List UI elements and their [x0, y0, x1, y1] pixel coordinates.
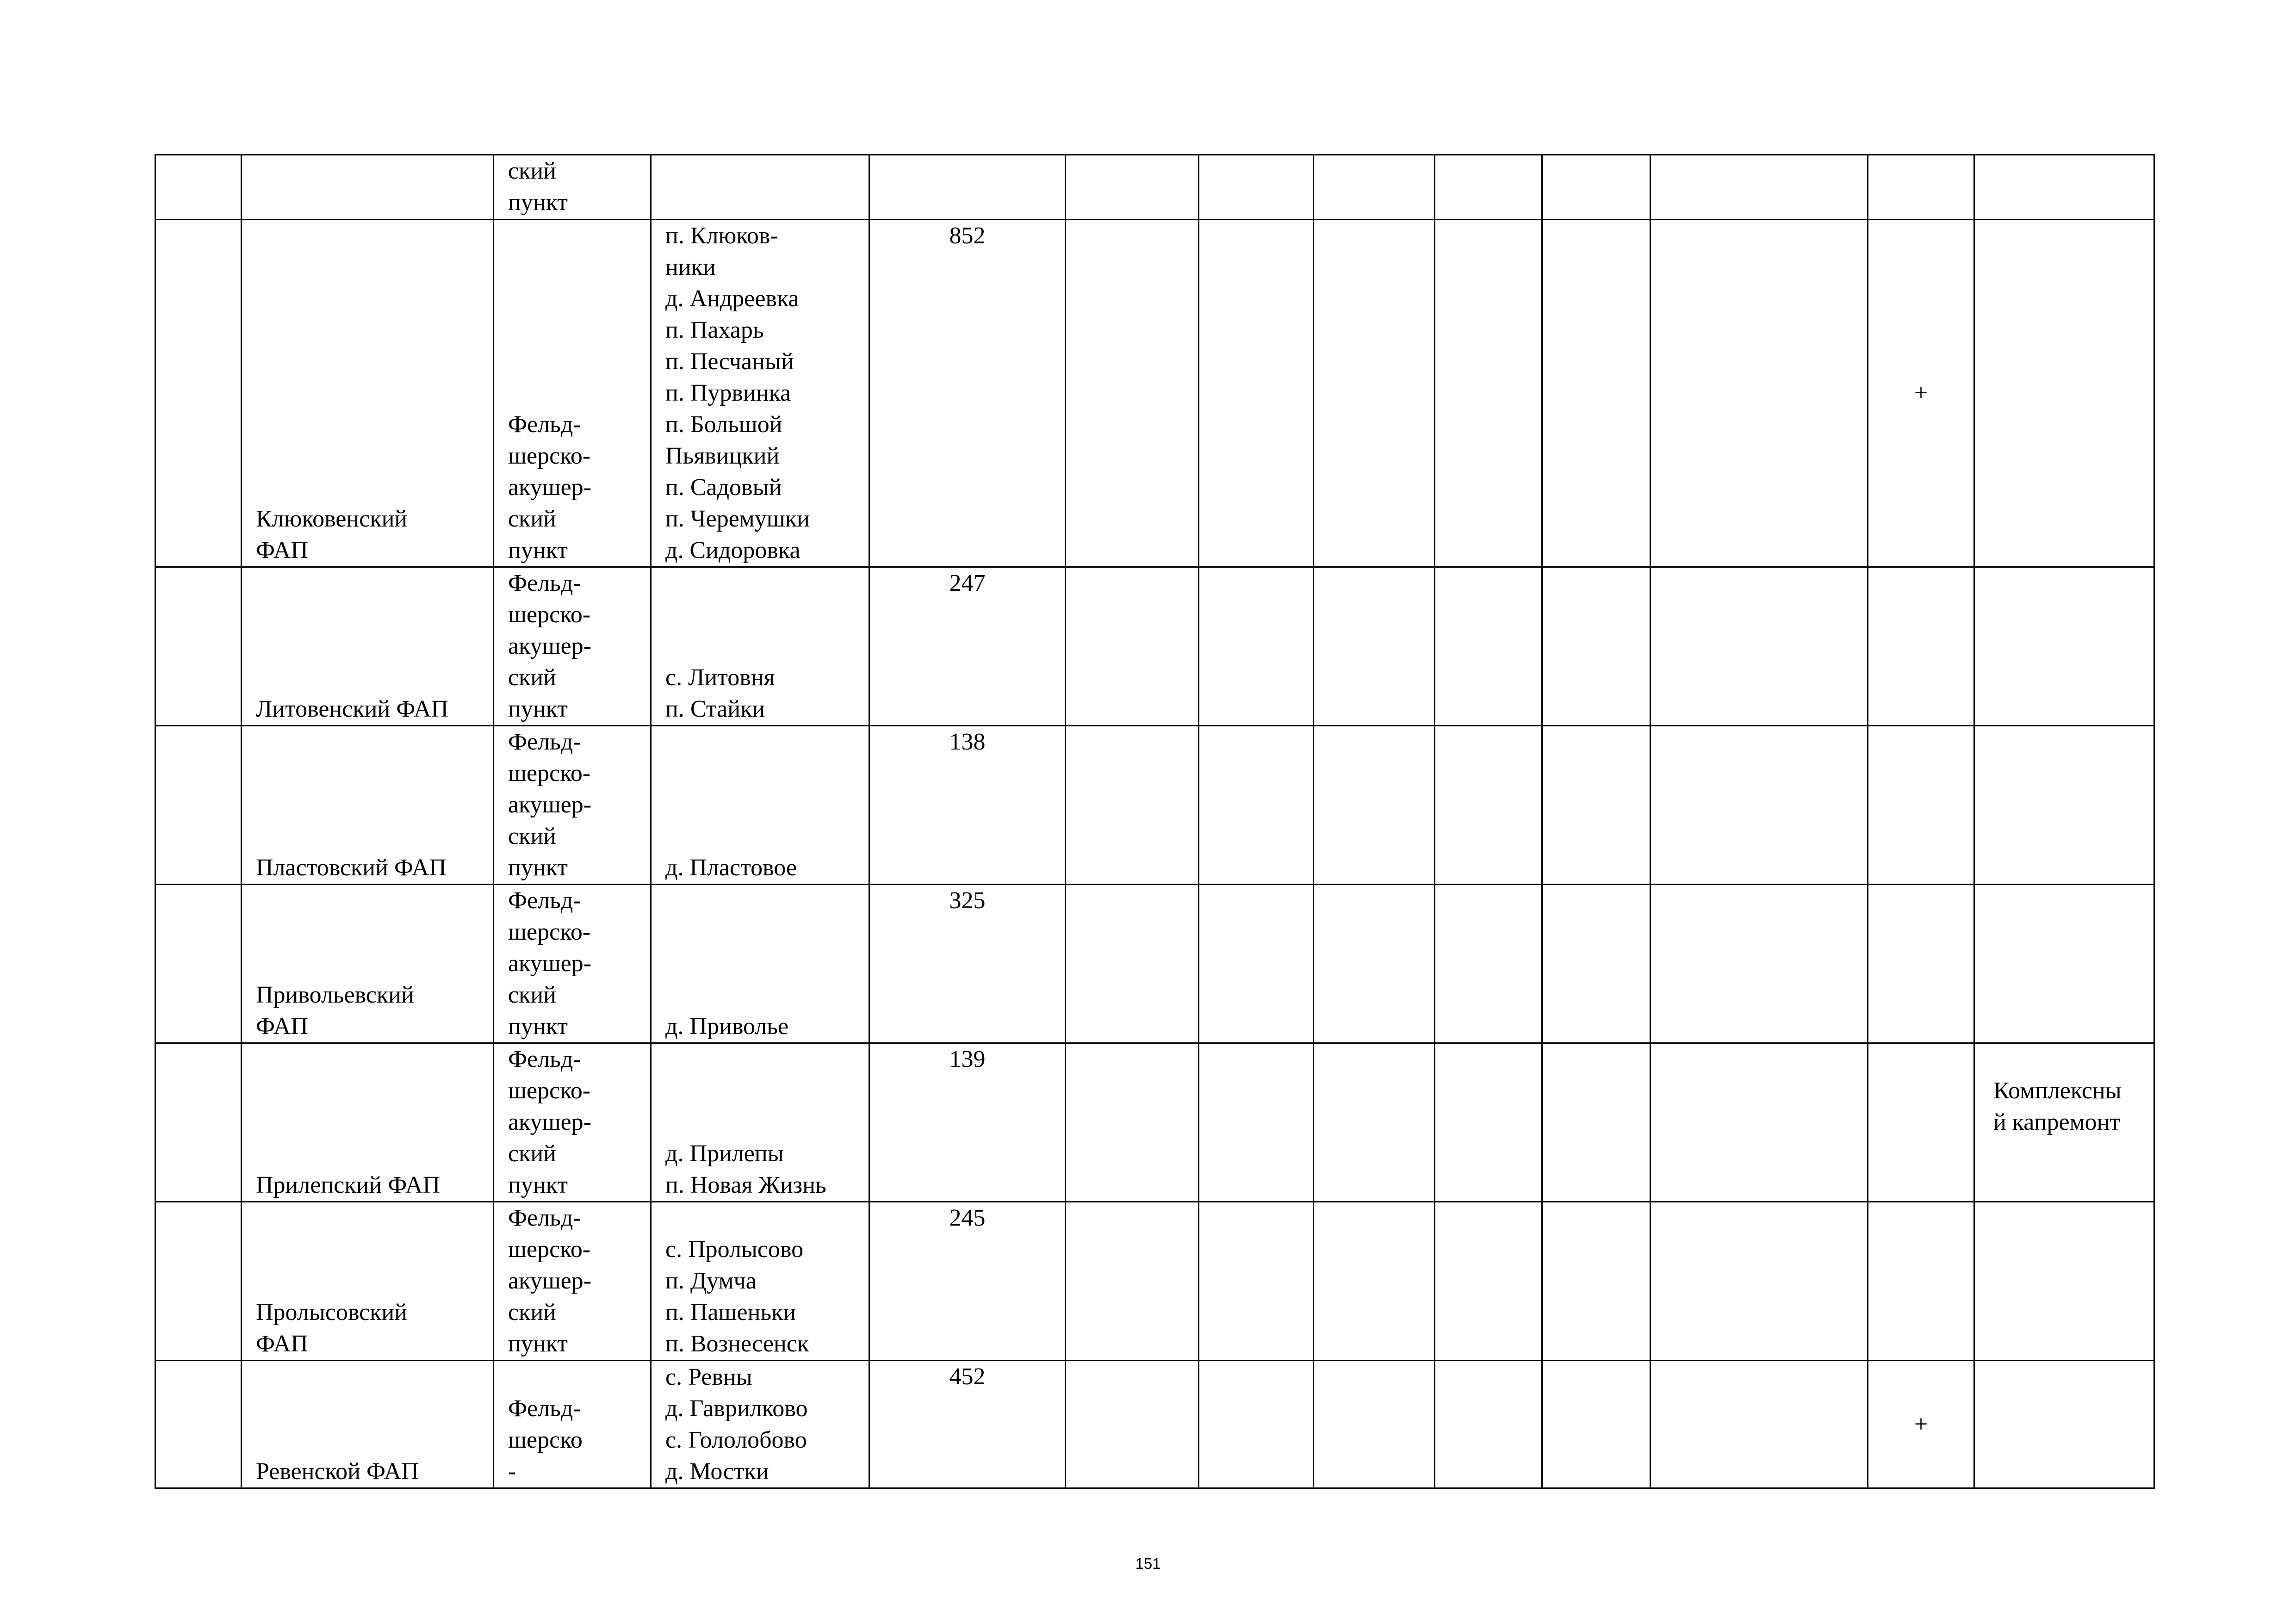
facility-name-line: ФАП — [256, 537, 308, 564]
settlement-line: д. Прилепы — [665, 1140, 784, 1167]
empty-cell — [1542, 220, 1651, 567]
empty-cell — [1314, 1361, 1435, 1488]
facility-type-line: ский — [508, 1140, 556, 1167]
facility-type-line: - — [508, 1458, 516, 1485]
empty-cell — [1314, 155, 1435, 220]
mark-cell — [1868, 885, 1974, 1043]
facility-name-line: ФАП — [256, 1331, 308, 1357]
facility-type-line: акушер- — [508, 950, 592, 977]
empty-cell — [1435, 885, 1542, 1043]
empty-cell — [1542, 1043, 1651, 1202]
facility-type-line: ский — [508, 506, 556, 532]
empty-cell — [1651, 1361, 1868, 1488]
table-row — [155, 1043, 2154, 1202]
population-cell: 139 — [869, 1043, 1066, 1202]
settlement-line: п. Песчаный — [665, 348, 794, 375]
empty-cell — [1435, 1361, 1542, 1488]
facility-type-line: пункт — [508, 189, 568, 216]
empty-cell — [1314, 726, 1435, 885]
empty-cell — [1314, 1043, 1435, 1202]
empty-cell — [1314, 220, 1435, 567]
empty-cell — [1651, 1202, 1868, 1361]
empty-cell — [1651, 885, 1868, 1043]
empty-cell — [1066, 885, 1199, 1043]
settlement-line: п. Клюков- — [665, 223, 778, 249]
settlement-line: п. Черемушки — [665, 506, 810, 532]
empty-cell — [1651, 567, 1868, 726]
facility-type-line: шерско- — [508, 1236, 591, 1263]
settlements-cell — [651, 1361, 869, 1488]
facility-type-line: Фельд- — [508, 411, 581, 438]
population-cell: 452 — [869, 1361, 1066, 1488]
note-cell — [1974, 885, 2154, 1043]
row-number-cell — [155, 1202, 242, 1361]
empty-cell — [1542, 726, 1651, 885]
note-cell — [1974, 726, 2154, 885]
facility-type-line: ский — [508, 823, 556, 849]
empty-cell — [1435, 1202, 1542, 1361]
settlement-line: ники — [665, 254, 716, 280]
facility-name-cell — [242, 1202, 494, 1361]
table-row — [155, 220, 2154, 567]
empty-cell — [1199, 220, 1314, 567]
facility-type-line: ский — [508, 1299, 556, 1326]
empty-cell — [1542, 155, 1651, 220]
facility-type-cell — [494, 155, 651, 220]
settlements-cell — [651, 220, 869, 567]
settlement-line: д. Мостки — [665, 1458, 769, 1485]
facility-name-line: Клюковенский — [256, 506, 408, 532]
facility-name-line: Прилепский ФАП — [256, 1172, 441, 1198]
table-row — [155, 1202, 2154, 1361]
settlement-line: Пьявицкий — [665, 443, 780, 469]
page-number: 151 — [1135, 1555, 1161, 1572]
empty-cell — [1542, 885, 1651, 1043]
facility-type-line: пункт — [508, 855, 568, 881]
note-cell — [1974, 1202, 2154, 1361]
settlement-line: п. Пурвинка — [665, 380, 791, 406]
facility-name-line: Пролысовский — [256, 1299, 408, 1326]
row-number-cell — [155, 726, 242, 885]
facility-type-line: Фельд- — [508, 887, 581, 914]
settlement-line: с. Литовня — [665, 664, 775, 691]
settlement-line: п. Садовый — [665, 474, 782, 501]
note-cell — [1974, 567, 2154, 726]
empty-cell — [1199, 155, 1314, 220]
settlement-line: с. Ревны — [665, 1364, 752, 1390]
facility-name-cell — [242, 885, 494, 1043]
settlements-cell — [651, 155, 869, 220]
empty-cell — [1199, 726, 1314, 885]
population-cell — [869, 155, 1066, 220]
settlement-line: п. Большой — [665, 411, 782, 438]
row-number-cell — [155, 885, 242, 1043]
mark-cell: + — [1868, 1361, 1974, 1488]
facility-type-line: ский — [508, 158, 556, 184]
empty-cell — [1199, 567, 1314, 726]
empty-cell — [1066, 726, 1199, 885]
row-number-cell — [155, 1361, 242, 1488]
settlement-line: п. Стайки — [665, 696, 765, 722]
empty-cell — [1066, 1361, 1199, 1488]
facility-name-cell — [242, 726, 494, 885]
facility-type-line: акушер- — [508, 1109, 592, 1135]
table-row — [155, 155, 2154, 220]
settlements-cell — [651, 726, 869, 885]
settlements-cell — [651, 885, 869, 1043]
facility-name-cell — [242, 1361, 494, 1488]
table-row — [155, 567, 2154, 726]
facility-type-line: Фельд- — [508, 1205, 581, 1231]
facility-type-line: Фельд- — [508, 570, 581, 596]
population-cell: 138 — [869, 726, 1066, 885]
facility-type-cell — [494, 1361, 651, 1488]
facility-type-line: акушер- — [508, 633, 592, 659]
empty-cell — [1066, 220, 1199, 567]
empty-cell — [1651, 1043, 1868, 1202]
table-row — [155, 1361, 2154, 1488]
empty-cell — [1542, 1361, 1651, 1488]
empty-cell — [1651, 726, 1868, 885]
mark-cell — [1868, 155, 1974, 220]
facility-type-line: акушер- — [508, 792, 592, 818]
empty-cell — [1314, 1202, 1435, 1361]
facility-name-cell — [242, 567, 494, 726]
settlement-line: п. Думча — [665, 1268, 757, 1294]
facility-name-line: ФАП — [256, 1013, 308, 1040]
settlement-line: п. Пахарь — [665, 317, 764, 343]
facility-name-line: Литовенский ФАП — [256, 696, 449, 722]
empty-cell — [1199, 1043, 1314, 1202]
empty-cell — [1651, 220, 1868, 567]
population-cell: 245 — [869, 1202, 1066, 1361]
mark-cell — [1868, 726, 1974, 885]
empty-cell — [1435, 155, 1542, 220]
mark-cell — [1868, 1043, 1974, 1202]
facility-type-cell — [494, 220, 651, 567]
facility-name-line: Привольевский — [256, 982, 414, 1008]
settlements-cell — [651, 1202, 869, 1361]
facility-type-line: шерско- — [508, 760, 591, 787]
facility-type-line: шерско- — [508, 601, 591, 628]
facility-type-line: шерско- — [508, 1078, 591, 1104]
facility-type-line: пункт — [508, 1331, 568, 1357]
facility-type-cell — [494, 1043, 651, 1202]
facility-type-cell — [494, 726, 651, 885]
facility-type-line: шерско- — [508, 443, 591, 469]
table-row — [155, 885, 2154, 1043]
settlement-line: п. Пашеньки — [665, 1299, 796, 1326]
facility-type-line: акушер- — [508, 474, 592, 501]
settlements-cell — [651, 567, 869, 726]
population-cell: 247 — [869, 567, 1066, 726]
settlement-line: д. Сидоровка — [665, 537, 800, 564]
facility-type-line: Фельд- — [508, 1395, 581, 1422]
settlements-cell — [651, 1043, 869, 1202]
facility-name-line: Пластовский ФАП — [256, 855, 447, 881]
empty-cell — [1066, 155, 1199, 220]
facility-type-line: шерско — [508, 1427, 583, 1453]
empty-cell — [1066, 1202, 1199, 1361]
settlement-line: с. Гололобово — [665, 1427, 807, 1453]
facility-type-line: пункт — [508, 696, 568, 722]
facility-name-cell — [242, 220, 494, 567]
settlement-line: п. Вознесенск — [665, 1331, 809, 1357]
empty-cell — [1435, 567, 1542, 726]
settlement-line: п. Новая Жизнь — [665, 1172, 826, 1198]
empty-cell — [1199, 885, 1314, 1043]
row-number-cell — [155, 1043, 242, 1202]
table-row — [155, 726, 2154, 885]
mark-cell: + — [1868, 220, 1974, 567]
row-number-cell — [155, 220, 242, 567]
empty-cell — [1314, 567, 1435, 726]
empty-cell — [1651, 155, 1868, 220]
row-number-cell — [155, 567, 242, 726]
empty-cell — [1435, 220, 1542, 567]
empty-cell — [1199, 1202, 1314, 1361]
note-cell — [1974, 1361, 2154, 1488]
facility-type-cell — [494, 567, 651, 726]
population-cell: 325 — [869, 885, 1066, 1043]
table-body — [155, 155, 2154, 1488]
empty-cell — [1199, 1361, 1314, 1488]
facility-name-cell — [242, 1043, 494, 1202]
facility-type-line: шерско- — [508, 919, 591, 945]
settlement-line: с. Пролысово — [665, 1236, 804, 1263]
row-number-cell — [155, 155, 242, 220]
empty-cell — [1542, 1202, 1651, 1361]
facility-type-line: акушер- — [508, 1268, 592, 1294]
empty-cell — [1066, 567, 1199, 726]
facility-type-line: пункт — [508, 1172, 568, 1198]
empty-cell — [1435, 1043, 1542, 1202]
facility-type-line: ский — [508, 982, 556, 1008]
note-line: Комплексны — [1993, 1078, 2122, 1104]
facility-name-line: Ревенской ФАП — [256, 1458, 419, 1485]
facilities-table — [155, 154, 2155, 1489]
note-cell — [1974, 220, 2154, 567]
empty-cell — [1435, 726, 1542, 885]
facility-type-line: Фельд- — [508, 729, 581, 755]
settlement-line: д. Приволье — [665, 1013, 789, 1040]
facility-type-line: ский — [508, 664, 556, 691]
settlement-line: д. Гаврилково — [665, 1395, 808, 1422]
empty-cell — [1066, 1043, 1199, 1202]
note-cell — [1974, 155, 2154, 220]
empty-cell — [1314, 885, 1435, 1043]
settlement-line: д. Андреевка — [665, 285, 799, 312]
facility-type-cell — [494, 1202, 651, 1361]
facility-type-line: пункт — [508, 537, 568, 564]
facility-type-line: Фельд- — [508, 1046, 581, 1072]
facility-type-line: пункт — [508, 1013, 568, 1040]
facility-name-cell — [242, 155, 494, 220]
note-line: й капремонт — [1993, 1109, 2121, 1135]
empty-cell — [1542, 567, 1651, 726]
settlement-line: д. Пластовое — [665, 855, 797, 881]
mark-cell — [1868, 567, 1974, 726]
facility-type-cell — [494, 885, 651, 1043]
note-cell — [1974, 1043, 2154, 1202]
population-cell: 852 — [869, 220, 1066, 567]
mark-cell — [1868, 1202, 1974, 1361]
